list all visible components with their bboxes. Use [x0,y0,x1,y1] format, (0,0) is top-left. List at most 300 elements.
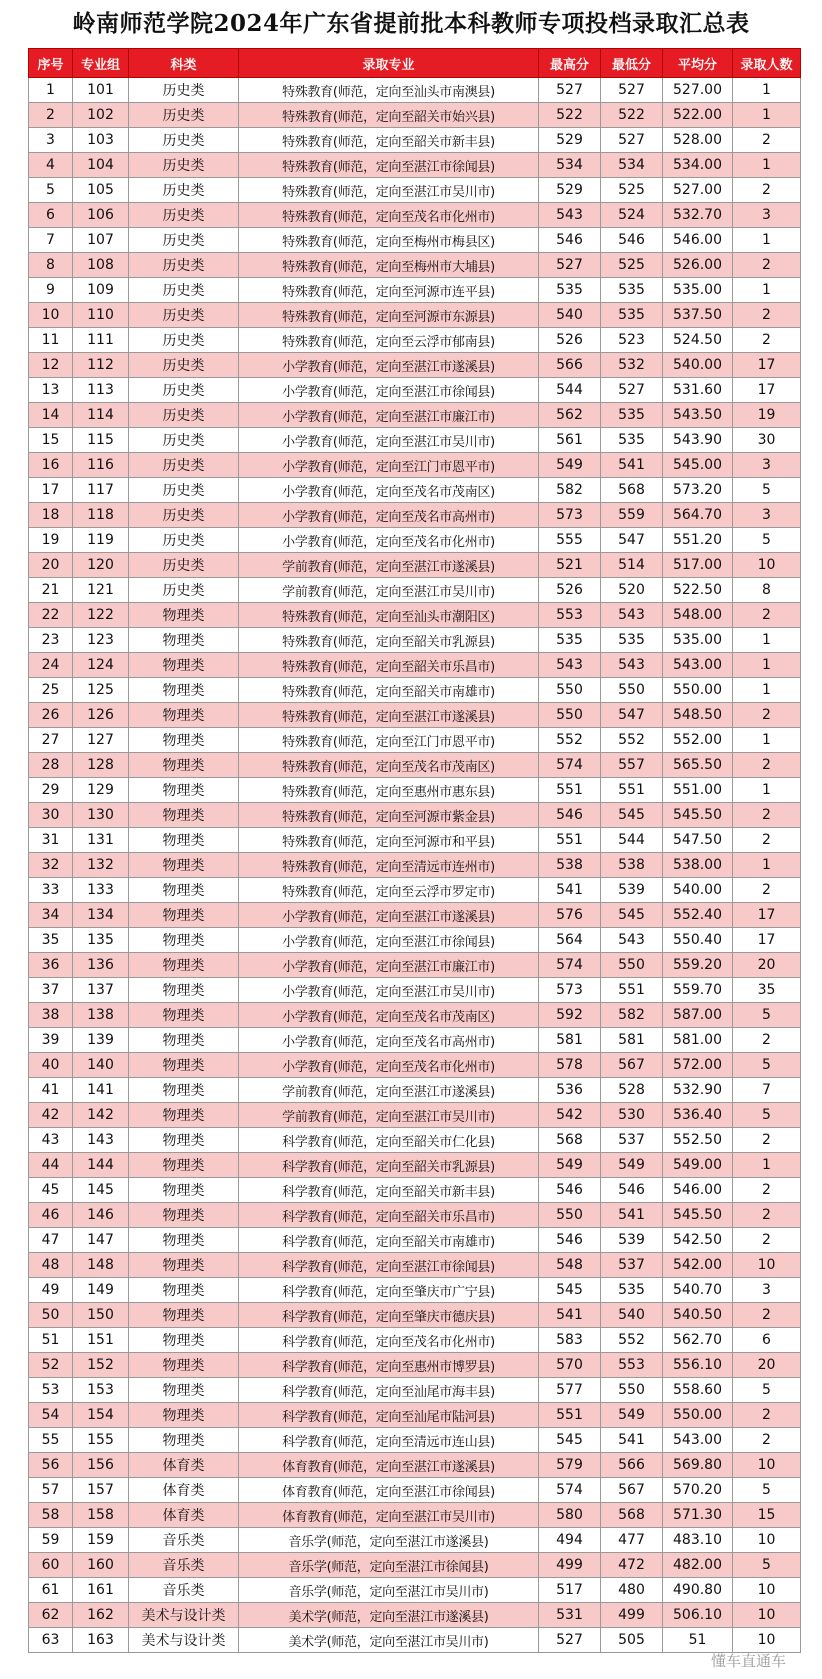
cell-group: 153 [73,1378,129,1403]
cell-seq: 28 [29,753,73,778]
cell-min-score: 528 [601,1078,663,1103]
cell-category: 美术与设计类 [129,1603,239,1628]
cell-seq: 46 [29,1203,73,1228]
cell-admitted-count: 3 [733,453,801,478]
cell-major: 学前教育(师范，定向至湛江市吴川市) [239,1103,539,1128]
cell-max-score: 549 [539,453,601,478]
cell-seq: 15 [29,428,73,453]
cell-group: 104 [73,153,129,178]
cell-category: 物理类 [129,678,239,703]
cell-major: 体育教育(师范，定向至湛江市徐闻县) [239,1478,539,1503]
cell-avg-score: 548.00 [663,603,733,628]
cell-seq: 56 [29,1453,73,1478]
cell-max-score: 551 [539,778,601,803]
cell-category: 音乐类 [129,1578,239,1603]
cell-major: 科学教育(师范，定向至汕尾市陆河县) [239,1403,539,1428]
cell-category: 物理类 [129,1228,239,1253]
cell-group: 144 [73,1153,129,1178]
cell-group: 162 [73,1603,129,1628]
cell-min-score: 530 [601,1103,663,1128]
cell-group: 159 [73,1528,129,1553]
cell-seq: 25 [29,678,73,703]
cell-category: 历史类 [129,553,239,578]
cell-min-score: 472 [601,1553,663,1578]
cell-min-score: 514 [601,553,663,578]
cell-category: 历史类 [129,478,239,503]
cell-avg-score: 543.00 [663,1428,733,1453]
cell-category: 物理类 [129,1203,239,1228]
cell-category: 历史类 [129,278,239,303]
cell-max-score: 536 [539,1078,601,1103]
cell-category: 物理类 [129,1403,239,1428]
cell-max-score: 573 [539,978,601,1003]
cell-admitted-count: 1 [733,278,801,303]
cell-admitted-count: 2 [733,753,801,778]
cell-avg-score: 551.20 [663,528,733,553]
cell-max-score: 546 [539,803,601,828]
cell-avg-score: 482.00 [663,1553,733,1578]
table-row [29,203,801,228]
cell-major: 科学教育(师范，定向至韶关市南雄市) [239,1228,539,1253]
cell-min-score: 545 [601,803,663,828]
cell-major: 科学教育(师范，定向至清远市连山县) [239,1428,539,1453]
cell-seq: 54 [29,1403,73,1428]
cell-major: 小学教育(师范，定向至茂名市茂南区) [239,1003,539,1028]
table-row [29,228,801,253]
cell-major: 特殊教育(师范，定向至河源市东源县) [239,303,539,328]
cell-min-score: 543 [601,653,663,678]
cell-major: 音乐学(师范，定向至湛江市徐闻县) [239,1553,539,1578]
cell-major: 小学教育(师范，定向至湛江市徐闻县) [239,378,539,403]
table-row [29,1378,801,1403]
cell-category: 物理类 [129,1128,239,1153]
cell-seq: 27 [29,728,73,753]
cell-group: 115 [73,428,129,453]
cell-min-score: 550 [601,1378,663,1403]
cell-avg-score: 573.20 [663,478,733,503]
cell-seq: 16 [29,453,73,478]
cell-category: 历史类 [129,403,239,428]
table-row [29,653,801,678]
cell-avg-score: 506.10 [663,1603,733,1628]
cell-admitted-count: 5 [733,1553,801,1578]
cell-max-score: 552 [539,728,601,753]
table-row [29,903,801,928]
cell-group: 151 [73,1328,129,1353]
cell-major: 小学教育(师范，定向至江门市恩平市) [239,453,539,478]
cell-avg-score: 559.70 [663,978,733,1003]
cell-min-score: 545 [601,903,663,928]
cell-seq: 17 [29,478,73,503]
cell-admitted-count: 1 [733,153,801,178]
cell-group: 137 [73,978,129,1003]
table-row [29,1203,801,1228]
cell-max-score: 529 [539,128,601,153]
cell-max-score: 570 [539,1353,601,1378]
cell-avg-score: 545.50 [663,803,733,828]
cell-min-score: 568 [601,1503,663,1528]
cell-group: 141 [73,1078,129,1103]
cell-avg-score: 562.70 [663,1328,733,1353]
header-admitted-count: 录取人数 [733,49,801,78]
cell-min-score: 527 [601,378,663,403]
cell-category: 物理类 [129,728,239,753]
cell-seq: 36 [29,953,73,978]
cell-avg-score: 547.50 [663,828,733,853]
cell-max-score: 543 [539,653,601,678]
cell-major: 体育教育(师范，定向至湛江市吴川市) [239,1503,539,1528]
cell-max-score: 538 [539,853,601,878]
cell-category: 体育类 [129,1478,239,1503]
cell-max-score: 548 [539,1253,601,1278]
cell-seq: 14 [29,403,73,428]
cell-group: 128 [73,753,129,778]
cell-seq: 58 [29,1503,73,1528]
cell-category: 历史类 [129,128,239,153]
cell-admitted-count: 5 [733,1053,801,1078]
cell-max-score: 573 [539,503,601,528]
table-row [29,128,801,153]
cell-avg-score: 559.20 [663,953,733,978]
cell-major: 科学教育(师范，定向至韶关市仁化县) [239,1128,539,1153]
header-seq: 序号 [29,49,73,78]
table-row [29,303,801,328]
cell-max-score: 551 [539,1403,601,1428]
cell-seq: 48 [29,1253,73,1278]
cell-max-score: 546 [539,1228,601,1253]
cell-admitted-count: 1 [733,103,801,128]
cell-admitted-count: 2 [733,803,801,828]
cell-seq: 40 [29,1053,73,1078]
cell-avg-score: 552.50 [663,1128,733,1153]
table-row [29,753,801,778]
cell-admitted-count: 20 [733,1353,801,1378]
cell-category: 历史类 [129,453,239,478]
table-row [29,1603,801,1628]
cell-major: 特殊教育(师范，定向至韶关市乐昌市) [239,653,539,678]
table-row [29,1128,801,1153]
cell-admitted-count: 2 [733,878,801,903]
cell-max-score: 529 [539,178,601,203]
header-category: 科类 [129,49,239,78]
cell-admitted-count: 17 [733,378,801,403]
cell-min-score: 544 [601,828,663,853]
table-row [29,1228,801,1253]
cell-seq: 51 [29,1328,73,1353]
table-row [29,1253,801,1278]
table-row [29,78,801,103]
cell-max-score: 550 [539,703,601,728]
cell-seq: 7 [29,228,73,253]
cell-major: 特殊教育(师范，定向至河源市连平县) [239,278,539,303]
cell-seq: 44 [29,1153,73,1178]
cell-avg-score: 548.50 [663,703,733,728]
cell-admitted-count: 1 [733,228,801,253]
cell-admitted-count: 3 [733,503,801,528]
cell-major: 小学教育(师范，定向至湛江市遂溪县) [239,353,539,378]
cell-admitted-count: 2 [733,128,801,153]
cell-group: 114 [73,403,129,428]
table-row [29,328,801,353]
cell-group: 105 [73,178,129,203]
cell-min-score: 543 [601,928,663,953]
table-row [29,928,801,953]
cell-group: 143 [73,1128,129,1153]
cell-group: 140 [73,1053,129,1078]
table-row [29,103,801,128]
cell-group: 110 [73,303,129,328]
cell-min-score: 552 [601,1328,663,1353]
cell-group: 161 [73,1578,129,1603]
cell-category: 物理类 [129,853,239,878]
cell-seq: 18 [29,503,73,528]
cell-max-score: 564 [539,928,601,953]
cell-group: 120 [73,553,129,578]
cell-min-score: 540 [601,1303,663,1328]
table-row [29,703,801,728]
cell-admitted-count: 20 [733,953,801,978]
cell-max-score: 553 [539,603,601,628]
table-row [29,528,801,553]
cell-admitted-count: 1 [733,728,801,753]
cell-category: 物理类 [129,703,239,728]
cell-seq: 47 [29,1228,73,1253]
cell-avg-score: 581.00 [663,1028,733,1053]
cell-major: 科学教育(师范，定向至湛江市徐闻县) [239,1253,539,1278]
cell-admitted-count: 5 [733,528,801,553]
cell-avg-score: 550.00 [663,678,733,703]
cell-admitted-count: 15 [733,1503,801,1528]
cell-min-score: 539 [601,1228,663,1253]
cell-major: 小学教育(师范，定向至茂名市茂南区) [239,478,539,503]
cell-major: 特殊教育(师范，定向至云浮市罗定市) [239,878,539,903]
cell-seq: 21 [29,578,73,603]
table-row [29,503,801,528]
table-row [29,1528,801,1553]
cell-group: 109 [73,278,129,303]
cell-admitted-count: 8 [733,578,801,603]
table-row [29,353,801,378]
cell-min-score: 568 [601,478,663,503]
cell-admitted-count: 10 [733,1453,801,1478]
cell-max-score: 535 [539,278,601,303]
cell-seq: 52 [29,1353,73,1378]
cell-max-score: 494 [539,1528,601,1553]
cell-admitted-count: 10 [733,1253,801,1278]
cell-category: 音乐类 [129,1553,239,1578]
cell-category: 历史类 [129,178,239,203]
cell-min-score: 551 [601,778,663,803]
table-row [29,253,801,278]
table-row [29,153,801,178]
cell-group: 148 [73,1253,129,1278]
cell-avg-score: 550.40 [663,928,733,953]
cell-group: 160 [73,1553,129,1578]
cell-category: 历史类 [129,103,239,128]
cell-seq: 38 [29,1003,73,1028]
cell-min-score: 539 [601,878,663,903]
cell-category: 物理类 [129,828,239,853]
cell-category: 体育类 [129,1503,239,1528]
cell-seq: 61 [29,1578,73,1603]
cell-max-score: 546 [539,228,601,253]
table-row [29,603,801,628]
cell-category: 物理类 [129,803,239,828]
cell-category: 历史类 [129,328,239,353]
cell-major: 特殊教育(师范，定向至茂名市化州市) [239,203,539,228]
cell-major: 科学教育(师范，定向至韶关市乳源县) [239,1153,539,1178]
cell-admitted-count: 30 [733,428,801,453]
cell-avg-score: 535.00 [663,628,733,653]
table-row [29,1578,801,1603]
cell-admitted-count: 2 [733,253,801,278]
cell-max-score: 592 [539,1003,601,1028]
cell-min-score: 524 [601,203,663,228]
cell-min-score: 527 [601,78,663,103]
cell-category: 物理类 [129,1428,239,1453]
cell-group: 119 [73,528,129,553]
cell-major: 小学教育(师范，定向至茂名市高州市) [239,503,539,528]
cell-admitted-count: 6 [733,1328,801,1353]
cell-min-score: 527 [601,128,663,153]
cell-min-score: 525 [601,253,663,278]
cell-min-score: 523 [601,328,663,353]
cell-max-score: 562 [539,403,601,428]
cell-min-score: 546 [601,1178,663,1203]
cell-max-score: 578 [539,1053,601,1078]
cell-avg-score: 540.00 [663,353,733,378]
cell-group: 127 [73,728,129,753]
cell-major: 小学教育(师范，定向至湛江市吴川市) [239,978,539,1003]
cell-avg-score: 483.10 [663,1528,733,1553]
cell-group: 154 [73,1403,129,1428]
cell-avg-score: 545.00 [663,453,733,478]
cell-avg-score: 569.80 [663,1453,733,1478]
cell-max-score: 577 [539,1378,601,1403]
cell-max-score: 583 [539,1328,601,1353]
cell-avg-score: 587.00 [663,1003,733,1028]
cell-min-score: 549 [601,1153,663,1178]
cell-category: 物理类 [129,1028,239,1053]
cell-group: 124 [73,653,129,678]
cell-min-score: 546 [601,228,663,253]
cell-admitted-count: 35 [733,978,801,1003]
cell-admitted-count: 3 [733,1278,801,1303]
cell-admitted-count: 5 [733,1003,801,1028]
cell-category: 物理类 [129,978,239,1003]
cell-admitted-count: 2 [733,178,801,203]
cell-avg-score: 550.00 [663,1403,733,1428]
cell-max-score: 526 [539,578,601,603]
cell-admitted-count: 1 [733,1153,801,1178]
table-row [29,1003,801,1028]
cell-admitted-count: 17 [733,903,801,928]
cell-major: 科学教育(师范，定向至韶关市新丰县) [239,1178,539,1203]
cell-max-score: 540 [539,303,601,328]
cell-seq: 11 [29,328,73,353]
cell-max-score: 543 [539,203,601,228]
cell-max-score: 550 [539,1203,601,1228]
cell-seq: 57 [29,1478,73,1503]
cell-seq: 9 [29,278,73,303]
cell-seq: 31 [29,828,73,853]
cell-major: 科学教育(师范，定向至汕尾市海丰县) [239,1378,539,1403]
cell-group: 134 [73,903,129,928]
cell-avg-score: 545.50 [663,1203,733,1228]
cell-min-score: 532 [601,353,663,378]
cell-avg-score: 558.60 [663,1378,733,1403]
cell-group: 125 [73,678,129,703]
cell-group: 122 [73,603,129,628]
table-row [29,1328,801,1353]
cell-min-score: 541 [601,1203,663,1228]
cell-category: 物理类 [129,1278,239,1303]
cell-admitted-count: 17 [733,928,801,953]
cell-max-score: 582 [539,478,601,503]
cell-group: 107 [73,228,129,253]
cell-admitted-count: 2 [733,1228,801,1253]
cell-max-score: 542 [539,1103,601,1128]
cell-admitted-count: 2 [733,703,801,728]
cell-min-score: 499 [601,1603,663,1628]
cell-group: 106 [73,203,129,228]
cell-major: 特殊教育(师范，定向至汕头市南澳县) [239,78,539,103]
cell-group: 108 [73,253,129,278]
cell-seq: 19 [29,528,73,553]
cell-major: 小学教育(师范，定向至茂名市高州市) [239,1028,539,1053]
cell-avg-score: 540.50 [663,1303,733,1328]
cell-major: 小学教育(师范，定向至湛江市徐闻县) [239,928,539,953]
cell-max-score: 574 [539,753,601,778]
cell-avg-score: 546.00 [663,1178,733,1203]
cell-avg-score: 543.50 [663,403,733,428]
header-major: 录取专业 [239,49,539,78]
cell-avg-score: 556.10 [663,1353,733,1378]
cell-major: 特殊教育(师范，定向至汕头市潮阳区) [239,603,539,628]
cell-max-score: 534 [539,153,601,178]
cell-major: 体育教育(师范，定向至湛江市遂溪县) [239,1453,539,1478]
cell-avg-score: 524.50 [663,328,733,353]
cell-category: 物理类 [129,628,239,653]
cell-max-score: 545 [539,1278,601,1303]
cell-admitted-count: 10 [733,1578,801,1603]
cell-category: 历史类 [129,528,239,553]
table-body [29,78,801,1653]
cell-admitted-count: 1 [733,678,801,703]
cell-category: 物理类 [129,778,239,803]
cell-seq: 34 [29,903,73,928]
cell-max-score: 580 [539,1503,601,1528]
table-row [29,678,801,703]
cell-min-score: 550 [601,678,663,703]
cell-group: 118 [73,503,129,528]
cell-major: 小学教育(师范，定向至湛江市廉江市) [239,403,539,428]
cell-major: 小学教育(师范，定向至湛江市廉江市) [239,953,539,978]
cell-group: 155 [73,1428,129,1453]
cell-group: 126 [73,703,129,728]
cell-avg-score: 534.00 [663,153,733,178]
cell-seq: 39 [29,1028,73,1053]
cell-seq: 45 [29,1178,73,1203]
table-row [29,403,801,428]
cell-category: 物理类 [129,1103,239,1128]
cell-avg-score: 571.30 [663,1503,733,1528]
cell-avg-score: 542.50 [663,1228,733,1253]
cell-major: 特殊教育(师范，定向至湛江市吴川市) [239,178,539,203]
cell-admitted-count: 2 [733,1428,801,1453]
cell-group: 117 [73,478,129,503]
cell-category: 物理类 [129,1003,239,1028]
